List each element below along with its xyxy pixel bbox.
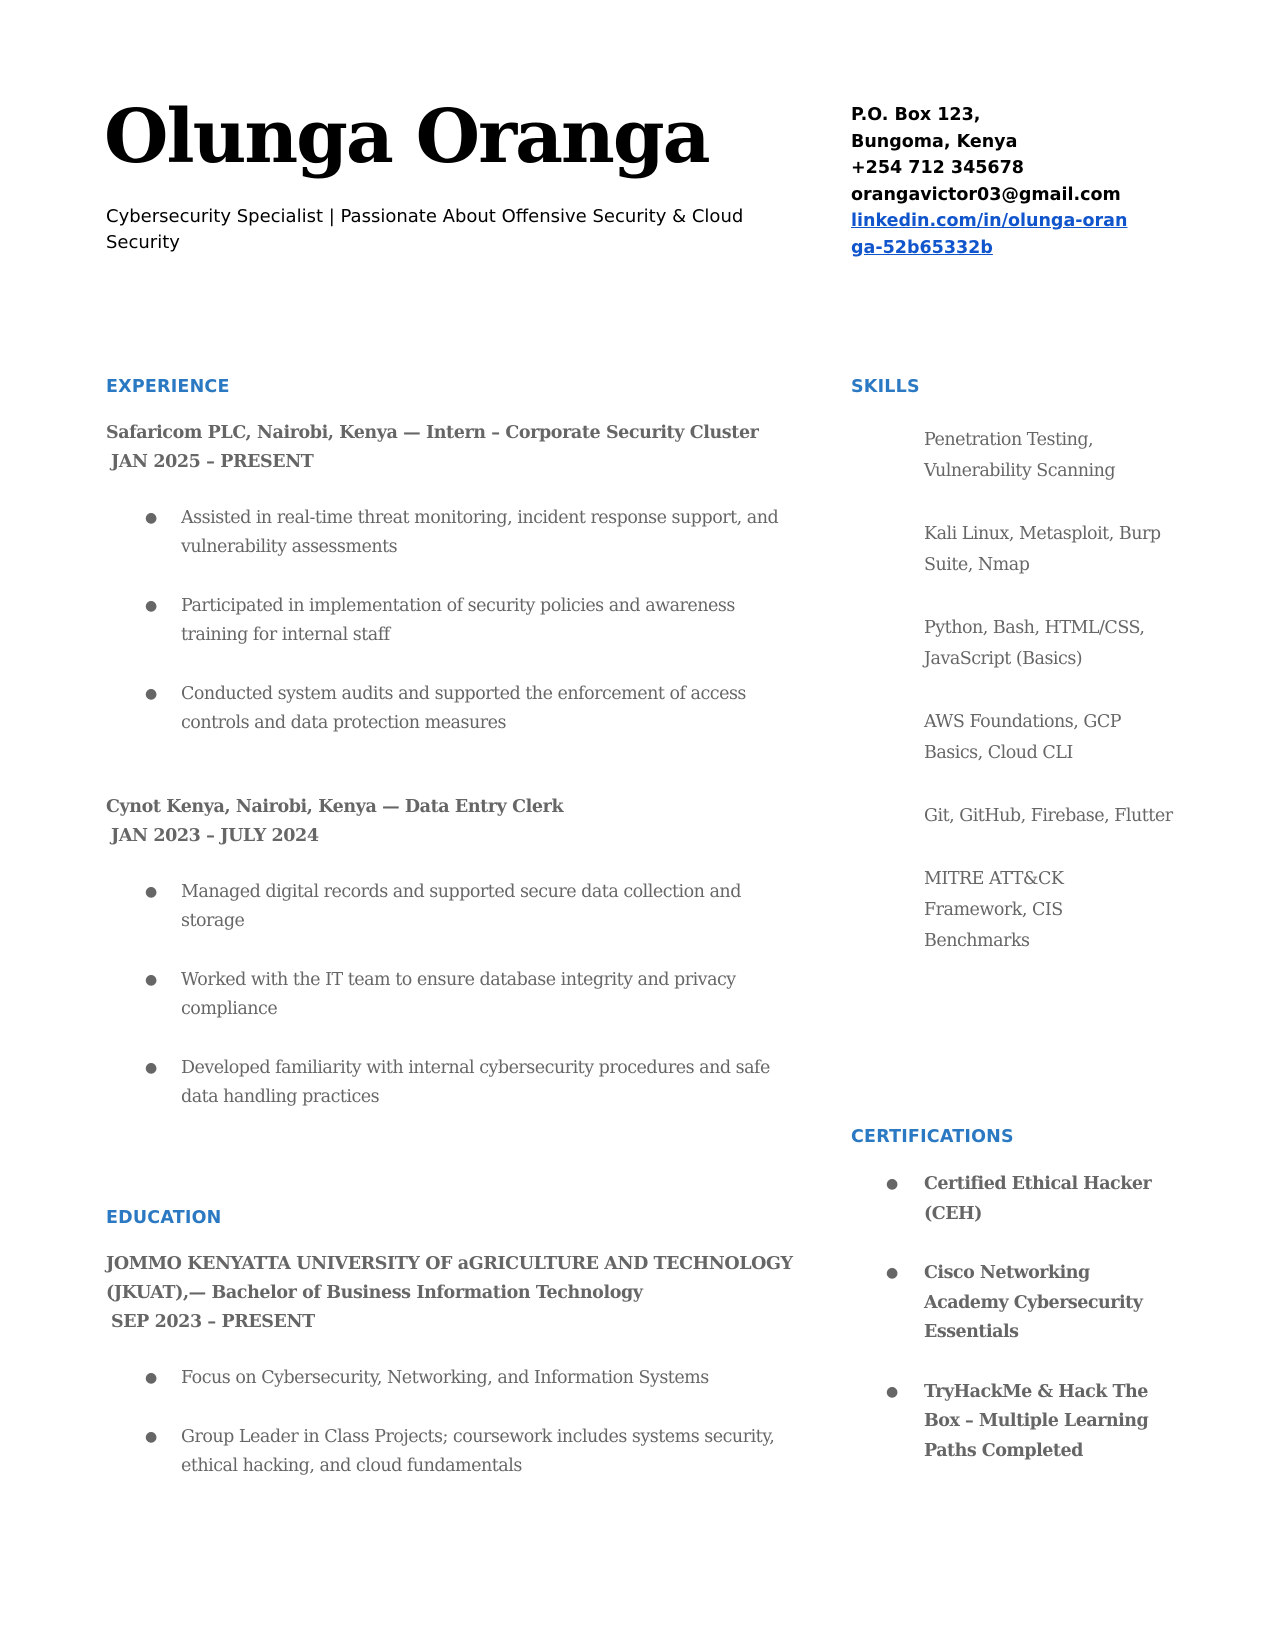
list-item: ● TryHackMe & Hack The Box – Multiple Learning Paths Completed bbox=[851, 1378, 1161, 1467]
bullet-icon: ● bbox=[145, 1370, 157, 1386]
list-item: ● Focus on Cybersecurity, Networking, and Information Systems bbox=[106, 1364, 806, 1393]
job-bullets-cynot bbox=[106, 878, 806, 1142]
education-bullets bbox=[106, 1364, 806, 1511]
job-heading-safaricom bbox=[106, 419, 786, 477]
tagline: Cybersecurity Specialist | Passionate About Offensive Security & Cloud Security bbox=[106, 206, 744, 253]
list-item: ● Conducted system audits and supported the enforcement of access controls and data protection measures bbox=[106, 680, 806, 738]
job-heading-cynot bbox=[106, 793, 786, 851]
bullet-icon: ● bbox=[886, 1176, 898, 1192]
job-title: Safaricom PLC, Nairobi, Kenya — Intern – Corporate Security Cluster bbox=[106, 423, 759, 443]
certifications-list bbox=[851, 1170, 1161, 1496]
list-item: ● Participated in implementation of security policies and awareness training for internal staff bbox=[106, 592, 806, 650]
list-item: ● Developed familiarity with internal cybersecurity procedures and safe data handling practices bbox=[106, 1054, 806, 1112]
contact-phone: +254 712 345678 bbox=[851, 158, 1024, 178]
bullet-icon: ● bbox=[145, 1429, 157, 1445]
list-item: ● Group Leader in Class Projects; coursework includes systems security, ethical hacking, and cloud fundamentals bbox=[106, 1423, 806, 1481]
job-bullets-safaricom bbox=[106, 504, 806, 768]
contact-block bbox=[851, 102, 1141, 261]
education-dates: SEP 2023 – PRESENT bbox=[111, 1312, 315, 1332]
job-title: Cynot Kenya, Nairobi, Kenya — Data Entry Clerk bbox=[106, 797, 564, 817]
bullet-icon: ● bbox=[886, 1383, 898, 1400]
bullet-icon: ● bbox=[145, 1060, 157, 1076]
skill-item: MITRE ATT&CK Framework, CIS Benchmarks bbox=[924, 869, 1064, 951]
job-dates: JAN 2023 – JULY 2024 bbox=[111, 826, 319, 846]
bullet-icon: ● bbox=[145, 884, 157, 900]
skills-heading: SKILLS bbox=[851, 377, 920, 397]
list-item: ● Certified Ethical Hacker (CEH) bbox=[851, 1170, 1161, 1229]
candidate-name: Olunga Oranga bbox=[104, 94, 709, 180]
bullet-icon: ● bbox=[145, 686, 157, 702]
bullet-icon: ● bbox=[145, 972, 157, 988]
skill-item: Penetration Testing, Vulnerability Scanning bbox=[924, 430, 1116, 481]
list-item: ● Cisco Networking Academy Cybersecurity Essentials bbox=[851, 1259, 1161, 1348]
list-item: ● Worked with the IT team to ensure database integrity and privacy compliance bbox=[106, 966, 806, 1024]
list-item: ● Assisted in real-time threat monitoring, incident response support, and vulnerability assessments bbox=[106, 504, 806, 562]
education-entry-heading bbox=[106, 1250, 796, 1337]
education-heading: EDUCATION bbox=[106, 1208, 222, 1228]
bullet-icon: ● bbox=[145, 510, 157, 526]
degree-title: JOMMO KENYATTA UNIVERSITY OF aGRICULTURE AND TECHNOLOGY (JKUAT),— Bachelor of Business Information Technology bbox=[106, 1254, 793, 1303]
certifications-heading: CERTIFICATIONS bbox=[851, 1127, 1014, 1147]
list-item: ● Managed digital records and supported secure data collection and storage bbox=[106, 878, 806, 936]
skill-item: Python, Bash, HTML/CSS, JavaScript (Basics) bbox=[924, 618, 1145, 669]
contact-address: P.O. Box 123, Bungoma, Kenya bbox=[851, 105, 1018, 152]
bullet-icon: ● bbox=[145, 598, 157, 614]
linkedin-link[interactable]: linkedin.com/in/olunga-oranga-52b65332b bbox=[851, 211, 1128, 258]
skill-item: Kali Linux, Metasploit, Burp Suite, Nmap bbox=[924, 524, 1161, 575]
contact-email: orangavictor03@gmail.com bbox=[851, 184, 1121, 205]
skill-item: Git, GitHub, Firebase, Flutter bbox=[924, 806, 1173, 826]
bullet-icon: ● bbox=[886, 1265, 898, 1281]
experience-heading: EXPERIENCE bbox=[106, 377, 230, 397]
job-dates: JAN 2025 – PRESENT bbox=[111, 452, 314, 472]
skills-list bbox=[924, 425, 1184, 989]
skill-item: AWS Foundations, GCP Basics, Cloud CLI bbox=[924, 712, 1122, 763]
